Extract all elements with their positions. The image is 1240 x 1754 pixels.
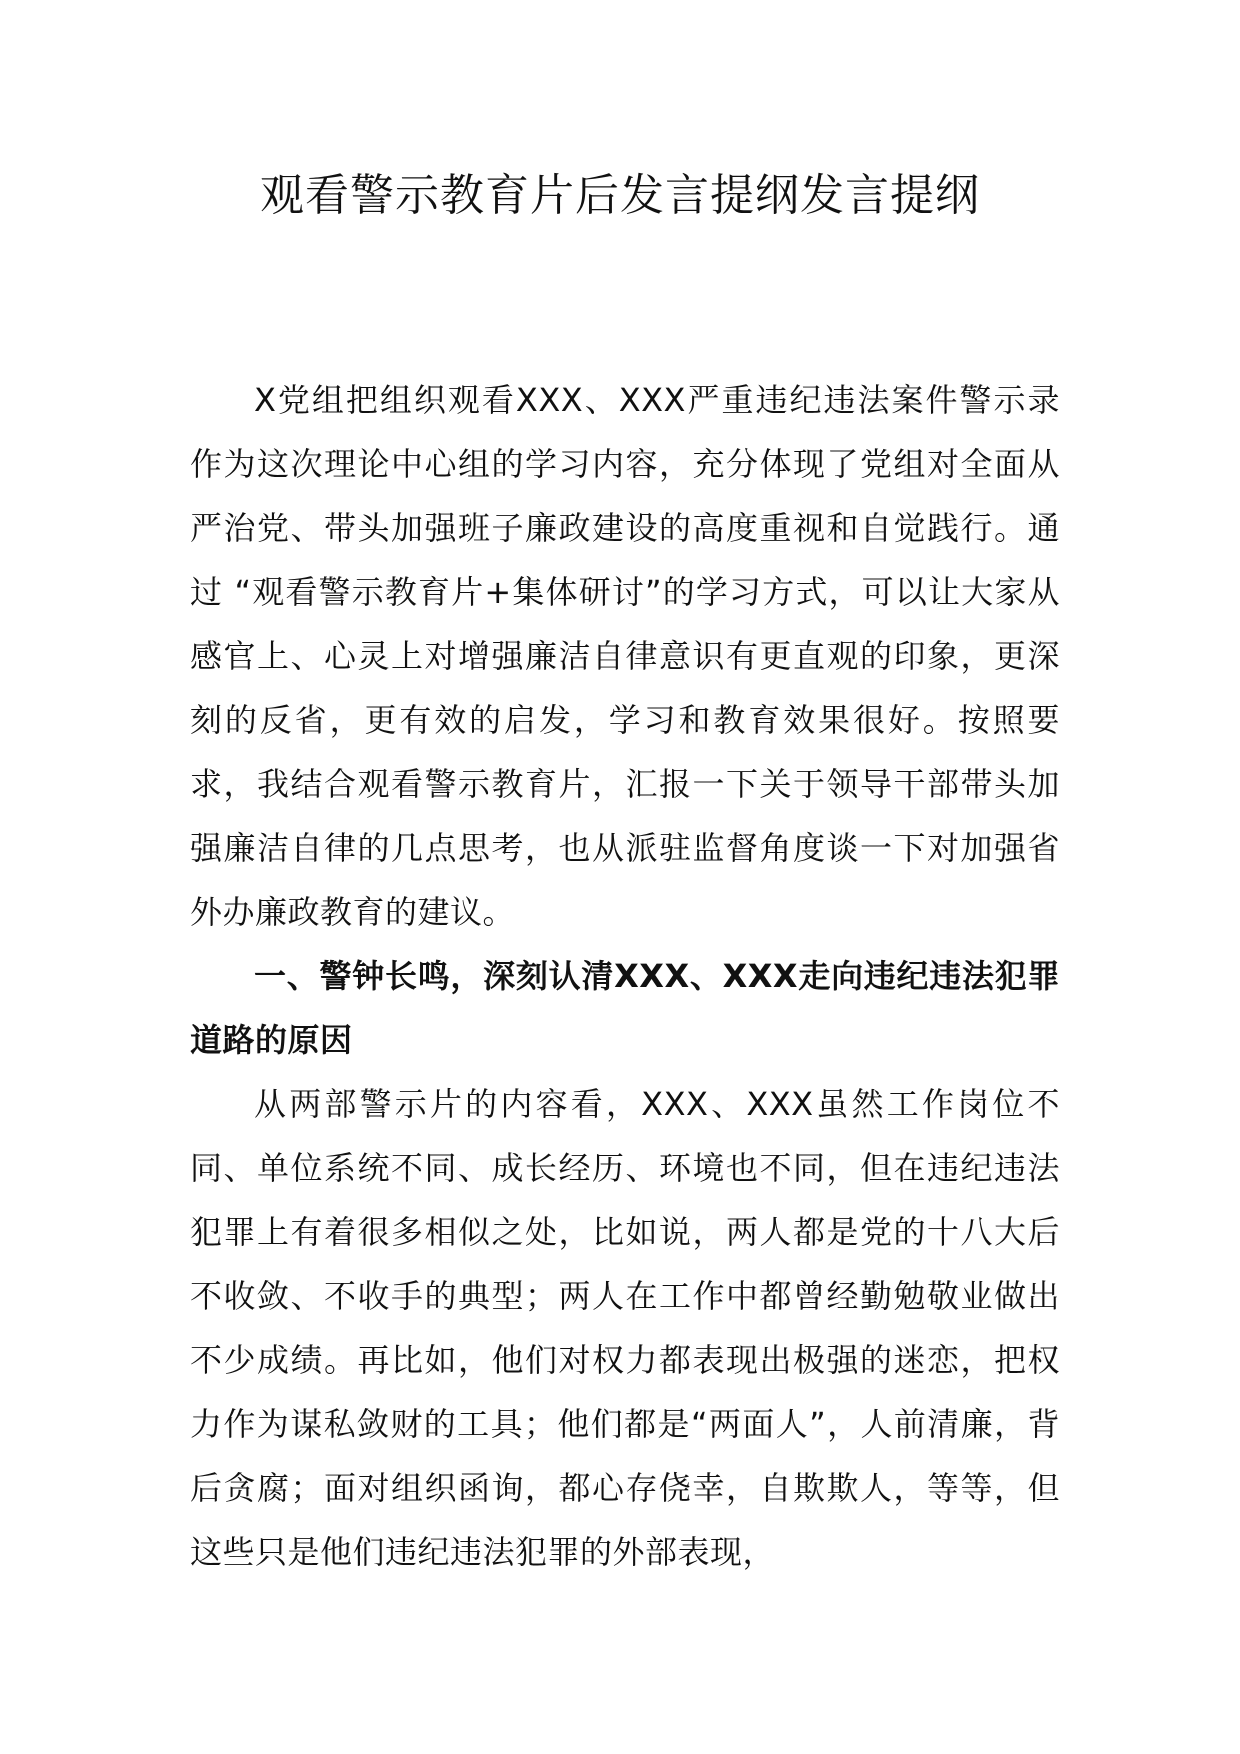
section-heading: 一、警钟长鸣，深刻认清XXX、XXX走向违纪违法犯罪道路的原因 <box>190 957 1060 1059</box>
document-title: 观看警示教育片后发言提纲发言提纲 <box>260 170 980 221</box>
document-body <box>190 368 1060 1584</box>
intro-paragraph: X党组把组织观看XXX、XXX严重违纪违法案件警示录作为这次理论中心组的学习内容，充分体现了党组对全面从严治党、带头加强班子廉政建设的高度重视和自觉践行。通过 “观看警示教育片+集体研讨”的学习方式，可以让大家从感官上、心灵上对增强廉洁自律意识有更直观的印象，更深刻的反省，更有效的启发，学习和教育效果很好。按照要求，我结合观看警示教育片，汇报一下关于领导干部带头加强廉洁自律的几点思考，也从派驻监督角度谈一下对加强省外办廉政教育的建议。 <box>190 381 1060 931</box>
section-paragraph: 从两部警示片的内容看，XXX、XXX虽然工作岗位不同、单位系统不同、成长经历、环境也不同，但在违纪违法犯罪上有着很多相似之处，比如说，两人都是党的十八大后不收敛、不收手的典型；两人在工作中都曾经勤勉敬业做出不少成绩。再比如，他们对权力都表现出极强的迷恋，把权力作为谋私敛财的工具；他们都是“两面人”，人前清廉，背后贪腐；面对组织函询，都心存侥幸，自欺欺人，等等，但这些只是他们违纪违法犯罪的外部表现， <box>190 1085 1060 1571</box>
